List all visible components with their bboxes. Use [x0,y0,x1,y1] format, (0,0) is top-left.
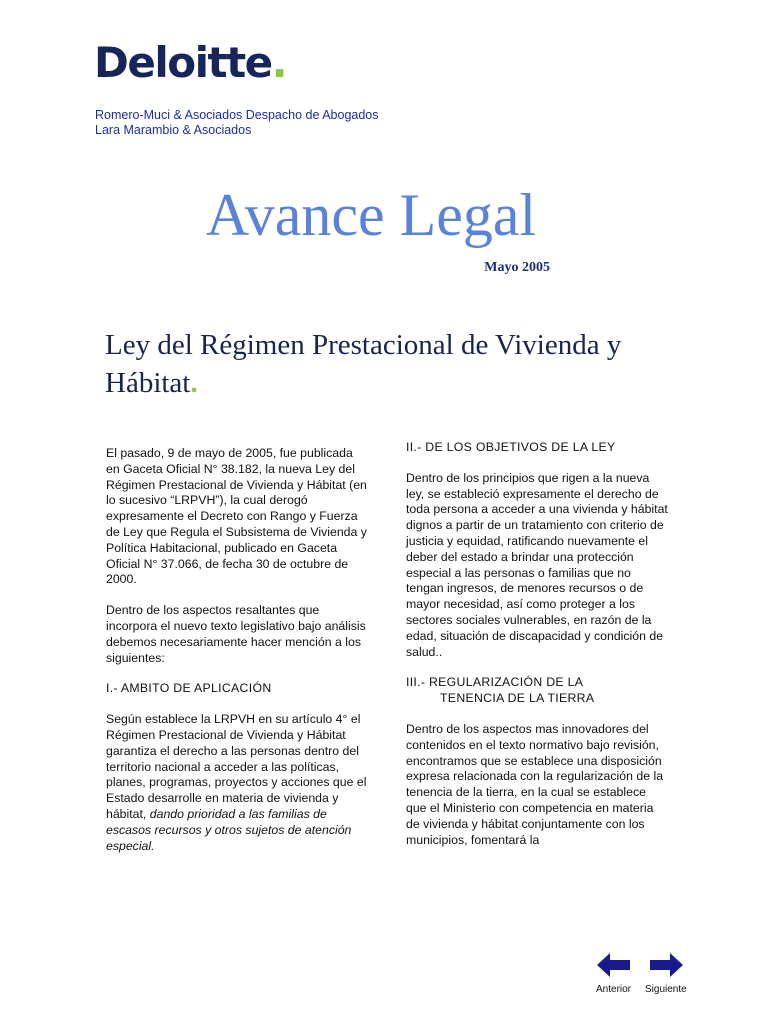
section-heading-regularizacion [406,675,668,707]
arrow-right-icon [649,952,683,978]
paragraph-intro: El pasado, 9 de mayo de 2005, fue publicada en Gaceta Oficial N° 38.182, la nueva Ley del Régimen Prestacional de Vivienda y Hábitat (en lo sucesivo “LRPVH”), la cual derogó expresamente el Decreto con Rango y Fuerza de Ley que Regula el Subsistema de Vivienda y Política Habitacional, publicado en Gaceta Oficial N° 37.066, de fecha 30 de octubre de 2000. [106,446,367,587]
paragraph-objetivos: Dentro de los principios que rigen a la nueva ley, se estableció expresamente el derecho de toda persona a acceder a una vivienda y hábitat dignos a partir de un tratamiento con criterio de justicia y equidad, ratificando nuevamente el deber del estado a brindar una protección especial a las personas o familias que no tengan ingresos, de menores recursos o de mayor necesidad, así como proteger a los sectores sociales vulnerables, en razón de la edad, situación de discapacidad y condición de salud.. [406,470,668,659]
heading-regularizacion-line-2: TENENCIA DE LA TIERRA [440,691,595,706]
paragraph-ambito-italic: dando prioridad a las familias de escasos recursos y otros sujetos de atención especial. [106,806,352,853]
article-title-dot: . [190,367,198,399]
previous-label: Anterior [596,984,632,995]
previous-page-button[interactable] [596,952,631,995]
logo-text: Deloitte [94,38,272,87]
arrow-left-icon [597,952,631,978]
next-page-button[interactable] [645,952,687,995]
paragraph-aspects: Dentro de los aspectos resaltantes que incorpora el nuevo texto legislativo bajo análisis debemos necesariamente hacer mención a los siguientes: [106,603,366,665]
heading-regularizacion-line-1: III.- REGULARIZACIÓN DE LA [406,675,584,690]
paragraph-ambito [106,712,368,854]
right-column [406,440,668,863]
deloitte-logo [94,38,286,88]
section-heading-objetivos: II.- DE LOS OBJETIVOS DE LA LEY [406,440,616,454]
article-title [105,326,665,402]
publication-date: Mayo 2005 [484,260,550,275]
next-label: Siguiente [645,984,687,995]
firm-line-1: Romero-Muci & Asociados Despacho de Abogados [95,108,379,122]
article-title-text: Ley del Régimen Prestacional de Vivienda y Hábitat [105,329,622,399]
section-heading-ambito: I.- AMBITO DE APLICACIÓN [106,681,272,696]
publication-title: Avance Legal [205,182,537,248]
logo-dot: . [271,38,287,87]
paragraph-ambito-text: Según establece la LRPVH en su artículo 4° el Régimen Prestacional de Vivienda y Hábitat garantiza el derecho a las personas dentro del territorio nacional a acceder a las políticas, planes, programas, proyectos y acciones que el Estado desarrolle en materia de vivienda y hábitat, [106,712,367,821]
firm-names [95,108,379,138]
firm-line-2: Lara Marambio & Asociados [95,123,252,137]
paragraph-regularizacion: Dentro de los aspectos mas innovadores del contenidos en el texto normativo bajo revisión, encontramos que se establece una disposición expresa relacionada con la regularización de la tenencia de la tierra, en la cual se establece que el Ministerio con competencia en materia de vivienda y hábitat conjuntamente con los municipios, fomentará la [406,721,664,847]
left-column [106,446,368,869]
